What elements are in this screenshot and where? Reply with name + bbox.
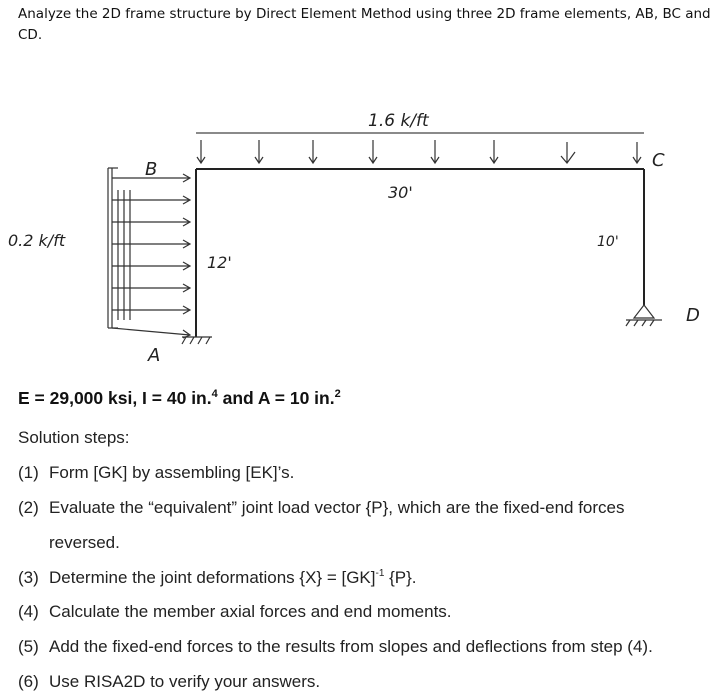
solution-step-1: (1) Form [GK] by assembling [EK]’s. (18, 463, 295, 482)
solution-step-2-continued: reversed. (49, 533, 120, 552)
pin-support-d (626, 305, 662, 326)
fixed-support-a (182, 337, 212, 344)
solution-step-3: (3) Determine the joint deformations {X} = [GK]$^{-1}$ {P}. (18, 568, 417, 587)
beam-load-arrow (369, 140, 377, 163)
left-height-label: 12' (207, 253, 232, 272)
solution-steps-title: Solution steps: (18, 428, 130, 447)
material-properties: E = 29,000 ksi, I = 40 in.$^4$ and A = 10 in.$^2$ (18, 388, 341, 408)
joint-d-label: D (686, 305, 700, 326)
beam-load-arrow (197, 140, 205, 163)
frame-diagram (0, 80, 718, 380)
solution-step-5: (5) Add the fixed-end forces to the results from slopes and deflections from step (4). (18, 637, 653, 656)
beam-load-arrows (197, 140, 641, 163)
column-load (108, 168, 190, 338)
problem-line-1: Analyze the 2D frame structure by Direct Element Method using three 2D frame elements, AB, BC and (18, 6, 711, 22)
beam-load-arrow (431, 140, 439, 163)
column-load-arrow (112, 328, 190, 338)
joint-a-label: A (148, 345, 161, 366)
beam-load-arrow (255, 140, 263, 163)
problem-statement (18, 4, 714, 46)
beam-length-label: 30' (388, 183, 413, 202)
right-height-label: 10' (597, 234, 619, 250)
joint-c-label: C (652, 150, 665, 171)
column-load-label: 0.2 k/ft (8, 231, 66, 250)
solution-step-2: (2) Evaluate the “equivalent” joint load vector {P}, which are the fixed-end forces (18, 498, 625, 517)
solution-step-4: (4) Calculate the member axial forces and end moments. (18, 602, 452, 621)
beam-load-arrow (309, 140, 317, 163)
solution-step-6: (6) Use RISA2D to verify your answers. (18, 672, 321, 691)
problem-line-2: CD. (18, 27, 43, 43)
beam-load-arrow (633, 142, 641, 163)
beam-load-arrow (561, 142, 575, 163)
joint-b-label: B (145, 159, 158, 180)
beam-load-label: 1.6 k/ft (368, 111, 429, 131)
beam-load-arrow (490, 140, 498, 163)
